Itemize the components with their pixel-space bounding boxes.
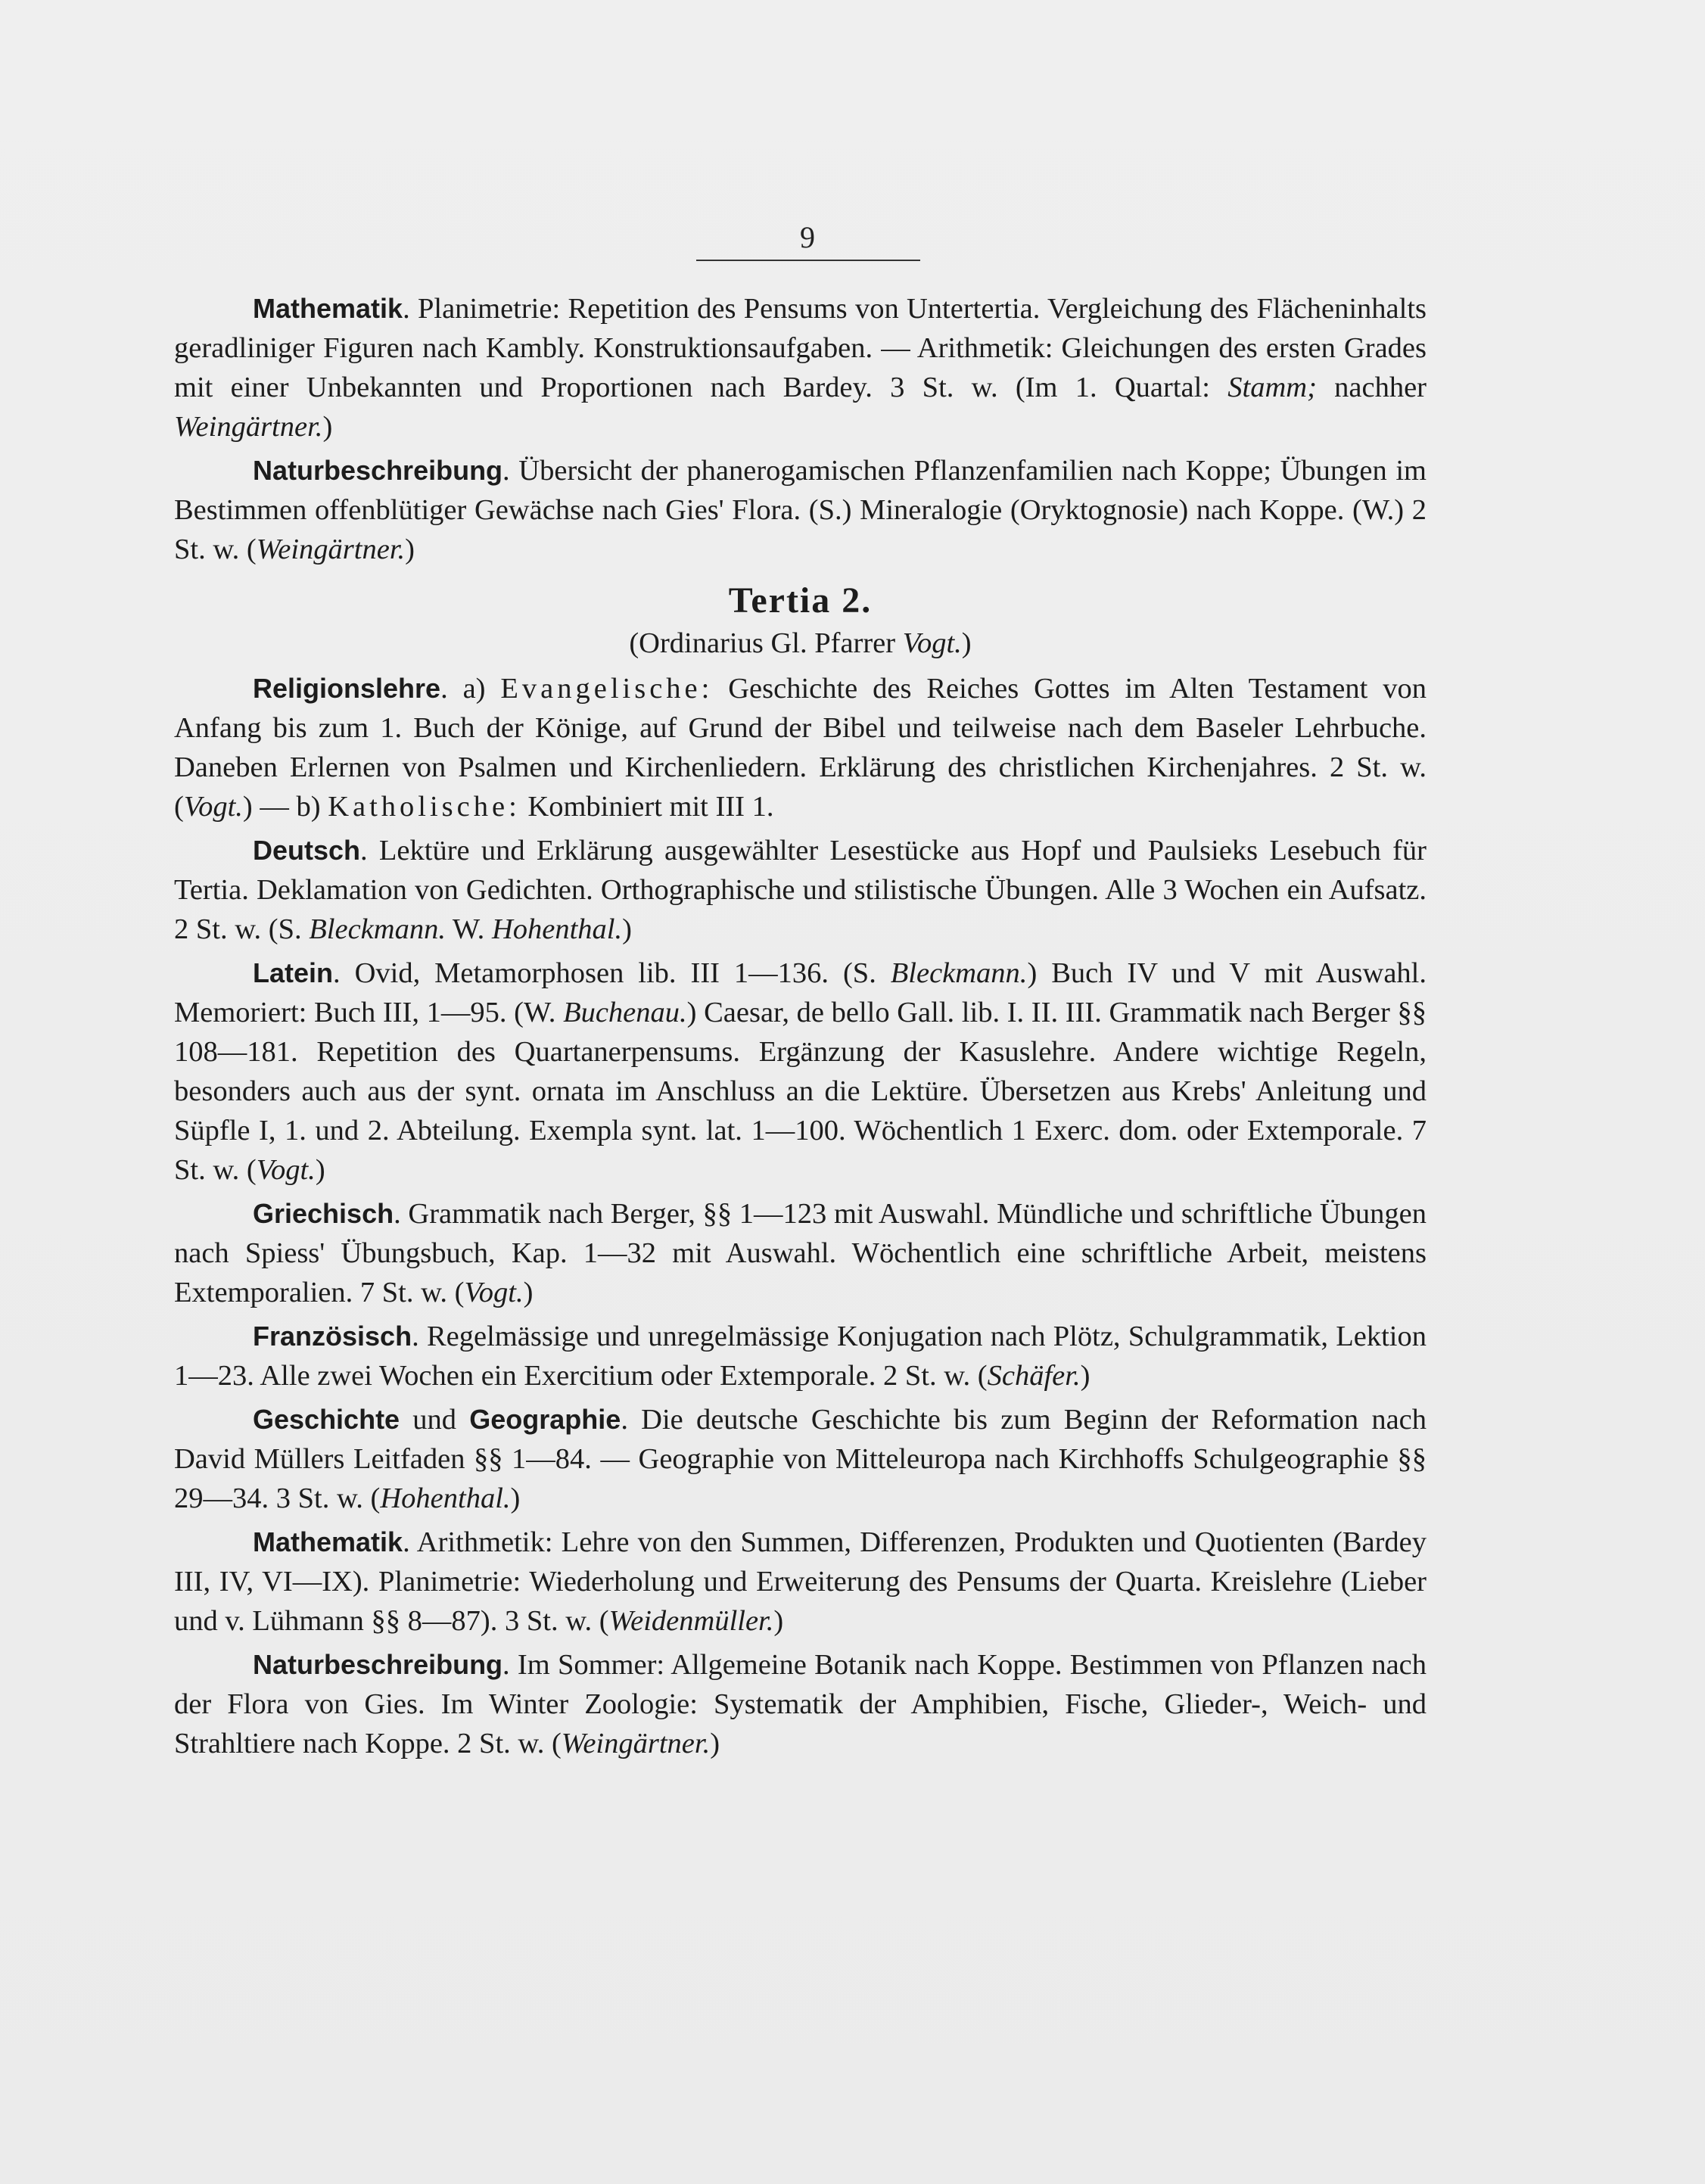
section-heading: Tertia 2. <box>728 580 873 621</box>
paragraph-latein: Latein. Ovid, Metamorphosen lib. III 1—136. (S. Bleckmann.) Buch IV und V mit Auswahl. Memoriert: Buch III, 1—95. (W. Buchenau.) Caesar, de bello Gall. lib. I. II. III. Grammatik nach Berger §§ 108—181. Repetition des Quartanerpensums. Ergänzung der Kasuslehre. Andere wichtige Regeln, besonders auch aus der synt. ornata im Anschluss an die Lektüre. Übersetzen aus Krebs' Anleitung und Süpfle I, 1. und 2. Abteilung. Exempla synt. lat. 1—100. Wöchentlich 1 Exerc. dom. oder Extemporale. 7 St. w. (Vogt.) <box>174 957 1427 1186</box>
subject-title: Französisch <box>253 1321 412 1352</box>
section-subheading: (Ordinarius Gl. Pfarrer Vogt.) <box>629 627 972 659</box>
paragraph-mathematik-2: Mathematik. Arithmetik: Lehre von den Summen, Differenzen, Produkten und Quotienten (Bardey III, IV, VI—IX). Planimetrie: Wiederholung und Erweiterung des Pensums der Quarta. Kreislehre (Lieber und v. Lühmann §§ 8—87). 3 St. w. (Weidenmüller.) <box>174 1526 1427 1637</box>
subject-title: Mathematik <box>253 1526 403 1557</box>
subject-title: Griechisch <box>253 1198 394 1229</box>
subject-title: Latein <box>253 957 334 988</box>
subject-title: Geschichte <box>253 1404 400 1435</box>
subject-title: Deutsch <box>253 835 361 866</box>
page-number: 9 <box>800 220 815 254</box>
paragraph-mathematik-1: Mathematik. Planimetrie: Repetition des Pensums von Untertertia. Vergleichung des Flächeninhalts geradliniger Figuren nach Kambly. Konstruktionsaufgaben. — Arithmetik: Gleichungen des ersten Grades mit einer Unbekannten und Proportionen nach Bardey. 3 St. w. (Im 1. Quartal: Stamm; nachher Weingärtner.) <box>174 293 1427 443</box>
subject-title: Mathematik <box>253 293 403 324</box>
paragraph-franzoesisch: Französisch. Regelmässige und unregelmässige Konjugation nach Plötz, Schulgrammatik, Lektion 1—23. Alle zwei Wochen ein Exercitium oder Extemporale. 2 St. w. (Schäfer.) <box>174 1321 1427 1392</box>
subject-title: Naturbeschreibung <box>253 1649 503 1680</box>
paragraph-naturbeschreibung-2: Naturbeschreibung. Im Sommer: Allgemeine Botanik nach Koppe. Bestimmen von Pflanzen nach der Flora von Gies. Im Winter Zoologie: Systematik der Amphibien, Fische, Glieder-, Weich- und Strahltiere nach Koppe. 2 St. w. (Weingärtner.) <box>174 1649 1427 1759</box>
paragraph-griechisch: Griechisch. Grammatik nach Berger, §§ 1—123 mit Auswahl. Mündliche und schriftliche Übungen nach Spiess' Übungsbuch, Kap. 1—32 mit Auswahl. Wöchentlich eine schriftliche Arbeit, meistens Extemporalien. 7 St. w. (Vogt.) <box>174 1198 1427 1308</box>
header-rule <box>696 260 920 261</box>
paragraph-geschichte-geographie: Geschichte und Geographie. Die deutsche Geschichte bis zum Beginn der Reformation nach David Müllers Leitfaden §§ 1—84. — Geographie von Mitteleuropa nach Kirchhoffs Schulgeographie §§ 29—34. 3 St. w. (Hohenthal.) <box>174 1404 1427 1514</box>
subject-title: Geographie <box>469 1404 621 1435</box>
page-body <box>174 289 1427 1768</box>
subject-title: Religionslehre <box>253 673 441 704</box>
paragraph-deutsch: Deutsch. Lektüre und Erklärung ausgewählter Lesestücke aus Hopf und Paulsieks Lesebuch für Tertia. Deklamation von Gedichten. Orthographische und stilistische Übungen. Alle 3 Wochen ein Aufsatz. 2 St. w. (S. Bleckmann. W. Hohenthal.) <box>174 835 1427 945</box>
paragraph-religionslehre: Religionslehre. a) Evangelische: Geschichte des Reiches Gottes im Alten Testament von Anfang bis zum 1. Buch der Könige, auf Grund der Bibel und teilweise nach dem Baseler Lehrbuche. Daneben Erlernen von Psalmen und Kirchenliedern. Erklärung des christlichen Kirchenjahres. 2 St. w. (Vogt.) — b) Katholische: Kombiniert mit III 1. <box>174 673 1427 823</box>
paragraph-naturbeschreibung-1: Naturbeschreibung. Übersicht der phanerogamischen Pflanzenfamilien nach Koppe; Übungen im Bestimmen offenblütiger Gewächse nach Gies' Flora. (S.) Mineralogie (Oryktognosie) nach Koppe. (W.) 2 St. w. (Weingärtner.) <box>174 455 1427 565</box>
subject-title: Naturbeschreibung <box>253 455 503 486</box>
